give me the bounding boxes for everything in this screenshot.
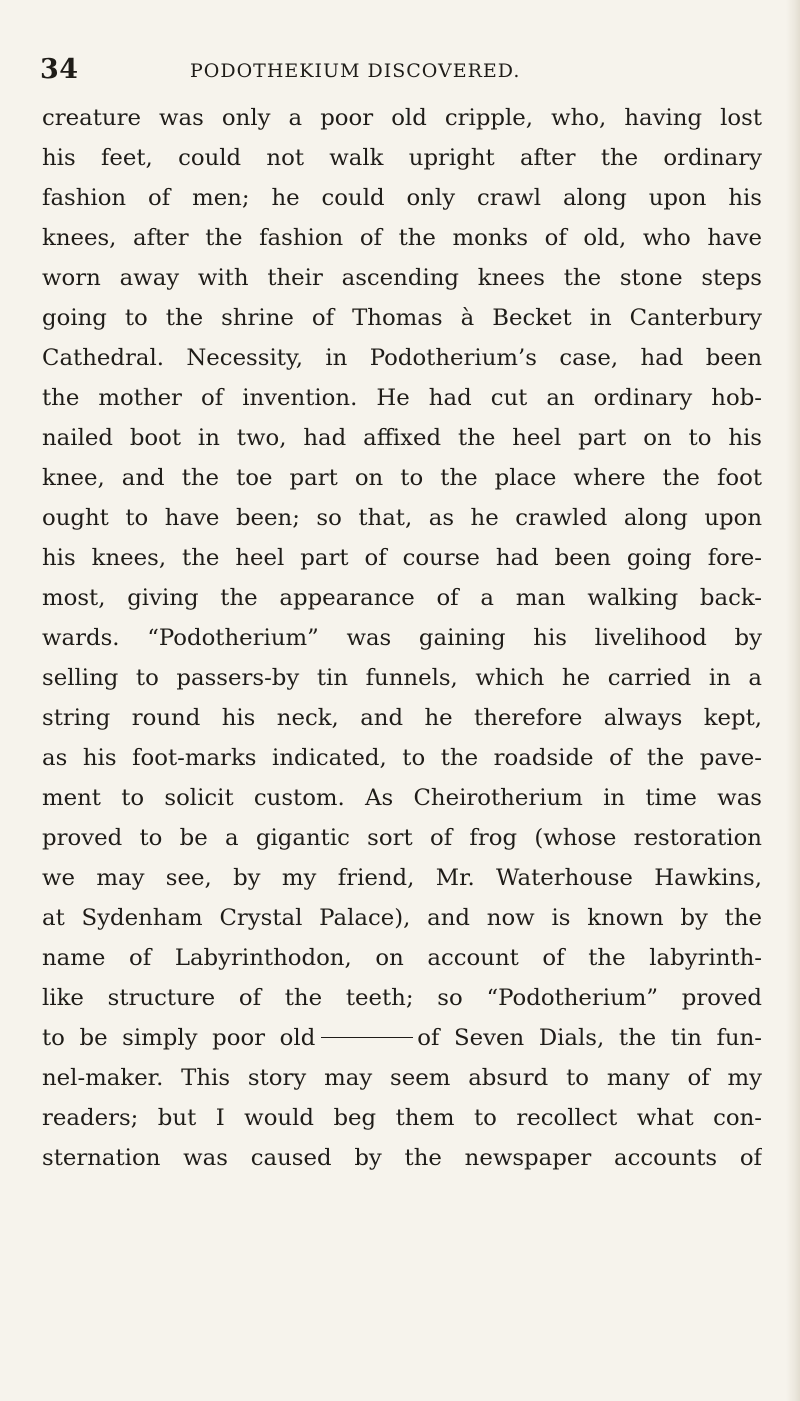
text-segment: of Seven Dials, the tin fun-	[417, 1025, 762, 1051]
text-line: creature was only a poor old cripple, who, having lost	[42, 105, 762, 131]
text-line: proved to be a gigantic sort of frog (whose restoration	[42, 825, 762, 851]
text-line: string round his neck, and he therefore always kept,	[42, 705, 762, 731]
text-line: knees, after the fashion of the monks of old, who have	[42, 225, 762, 251]
text-line: going to the shrine of Thomas à Becket in Canterbury	[42, 305, 762, 331]
text-line: as his foot-marks indicated, to the roadside of the pave-	[42, 745, 762, 771]
em-dash-rule	[321, 1037, 413, 1038]
text-line: selling to passers-by tin funnels, which he carried in a	[42, 665, 762, 691]
text-line: like structure of the teeth; so “Podotherium” proved	[42, 985, 762, 1011]
text-line: most, giving the appearance of a man walking back-	[42, 585, 762, 611]
text-line: at Sydenham Crystal Palace), and now is known by the	[42, 905, 762, 931]
page-header	[40, 52, 760, 92]
text-line: his knees, the heel part of course had been going fore-	[42, 545, 762, 571]
text-line: worn away with their ascending knees the stone steps	[42, 265, 762, 291]
text-line: ment to solicit custom. As Cheirotherium in time was	[42, 785, 762, 811]
text-line: ought to have been; so that, as he crawled along upon	[42, 505, 762, 531]
page-edge-shadow	[786, 0, 800, 1401]
text-line: name of Labyrinthodon, on account of the labyrinth-	[42, 945, 762, 971]
text-line: nel-maker. This story may seem absurd to many of my	[42, 1065, 762, 1091]
text-line: the mother of invention. He had cut an ordinary hob-	[42, 385, 762, 411]
body-text	[42, 98, 762, 1178]
text-line: wards. “Podotherium” was gaining his livelihood by	[42, 625, 762, 651]
text-line: readers; but I would beg them to recollect what con-	[42, 1105, 762, 1131]
text-line: knee, and the toe part on to the place where the foot	[42, 465, 762, 491]
text-line: his feet, could not walk upright after the ordinary	[42, 145, 762, 171]
page-number: 34	[40, 54, 79, 85]
text-segment: to be simply poor old	[42, 1025, 316, 1051]
text-line: fashion of men; he could only crawl along upon his	[42, 185, 762, 211]
text-line: we may see, by my friend, Mr. Waterhouse Hawkins,	[42, 865, 762, 891]
running-head: PODOTHEKIUM DISCOVERED.	[190, 60, 521, 82]
text-line-with-dash	[42, 1018, 762, 1058]
text-line: nailed boot in two, had affixed the heel part on to his	[42, 425, 762, 451]
text-line: Cathedral. Necessity, in Podotherium’s case, had been	[42, 345, 762, 371]
text-line: sternation was caused by the newspaper accounts of	[42, 1145, 762, 1171]
